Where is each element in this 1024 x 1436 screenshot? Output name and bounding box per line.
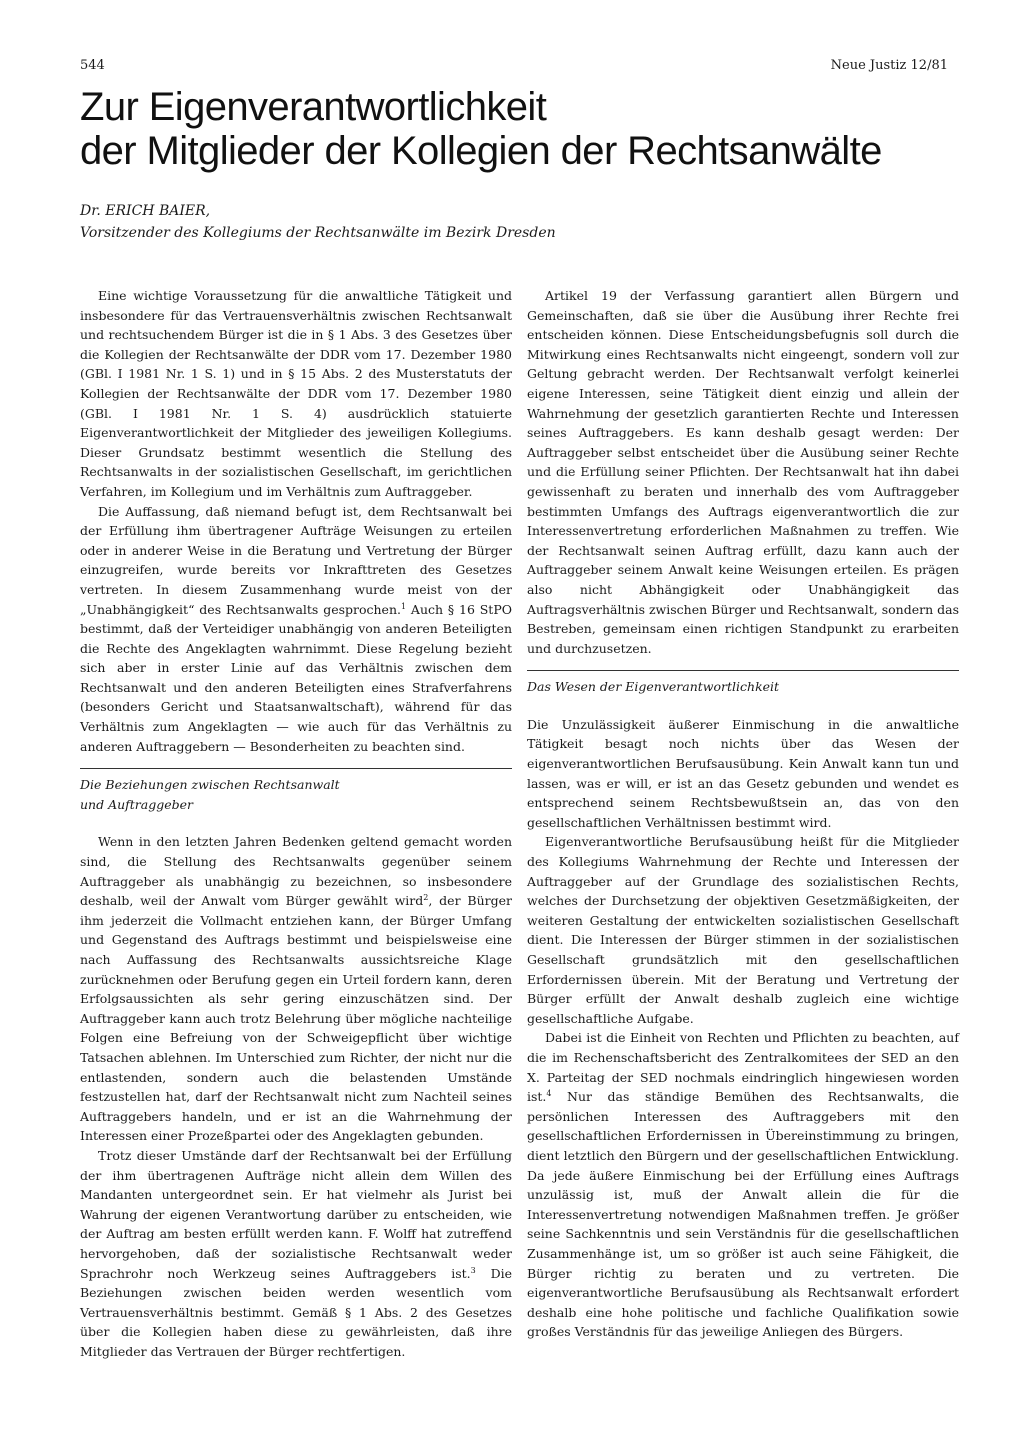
- footnote-ref: 4: [546, 1089, 552, 1098]
- paragraph-text: Die Beziehungen zwischen beiden werden wesentlich vom Vertrauensverhältnis bestimmt. Gemäß § 1 Abs. 2 des Gesetzes über die Kollegien haben diese zu gewährleisten, daß ihre Mitglieder das Vertrauen der Bürger rechtfertigen.: [80, 1265, 512, 1359]
- title-line-1: Zur Eigenverantwortlichkeit: [80, 85, 547, 129]
- paragraph-text: Trotz dieser Umstände darf der Rechtsanwalt bei der Erfüllung der ihm übertragenen Aufträge nicht allein dem Willen des Mandanten untergeordnet sein. Er hat vielmehr als Jurist bei Wahrung der eigenen Verantwortung darüber zu entscheiden, wie der Auftrag am besten erfüllt werden kann. F. Wolff hat zutreffend hervorgehoben, daß der sozialistische Rechtsanwalt weder Sprachrohr noch Werkzeug seines Auftraggebers ist.: [80, 1147, 512, 1281]
- page-number: 544: [80, 58, 105, 73]
- section-divider: [80, 768, 512, 769]
- section-heading-line: Die Beziehungen zwischen Rechtsanwalt: [80, 777, 340, 793]
- paragraph: Artikel 19 der Verfassung garantiert allen Bürgern und Gemeinschaften, daß sie über die Ausübung ihrer Rechte frei entscheiden können. Diese Entscheidungsbefugnis soll durch die Mitwirkung eines Rechtsanwalts nicht eingeengt, sondern voll zur Geltung gebracht werden. Der Rechtsanwalt verfolgt keinerlei eigene Interessen, seine Tätigkeit dient einzig und allein der Wahrnehmung der gesetzlich garantierten Rechte und Interessen seines Auftraggebers. Es kann deshalb gesagt werden: Der Auftraggeber selbst entscheidet über die Ausübung seiner Rechte und die Erfüllung seiner Pflichten. Der Rechtsanwalt hat ihn dabei gewissenhaft zu beraten und innerhalb des vom Auftraggeber bestimmten Umfangs des Auftrags eigenverantwortlich die zur Interessenvertretung erforderlichen Maßnahmen zu treffen. Wie der Rechtsanwalt seinen Auftrag erfüllt, dazu kann auch der Auftraggeber seinem Anwalt keine Weisungen erteilen. Es prägen also nicht Abhängigkeit oder Unabhängigkeit das Auftragsverhältnis zwischen Bürger und Rechtsanwalt, sondern das Bestreben, gemeinsam einen richtigen Standpunkt zu erarbeiten und durchzusetzen.: [527, 288, 959, 656]
- paragraph-text: Auch § 16 StPO bestimmt, daß der Verteidiger unabhängig von anderen Beteiligten die Rechte des Angeklagten wahrnimmt. Diese Regelung bezieht sich aber in erster Linie auf das Verhältnis zwischen dem Rechtsanwalt und den anderen Beteiligten eines Strafverfahrens (besonders Gericht und Staatsanwaltschaft), während für das Verhältnis zum Angeklagten — wie auch für das Verhältnis zu anderen Auftraggebern — Besonderheiten zu beachten sind.: [80, 601, 512, 754]
- section-divider: [527, 670, 959, 671]
- left-column: [80, 286, 512, 1361]
- paragraph-text: Die Auffassung, daß niemand befugt ist, dem Rechtsanwalt bei der Erfüllung ihm übertragener Aufträge Weisungen zu erteilen oder in anderer Weise in die Beratung und Vertretung der Bürger einzugreifen, wurde bereits vor Inkrafttreten des Gesetzes vertreten. In diesem Zusammenhang wurde meist von der „Unabhängigkeit“ des Rechtsanwalts gesprochen.: [80, 503, 512, 617]
- article-title: [80, 85, 960, 173]
- section-heading: [80, 775, 512, 814]
- section-heading: Das Wesen der Eigenverantwortlichkeit: [527, 679, 780, 695]
- right-column: [527, 286, 959, 1342]
- author-block: [80, 200, 556, 244]
- author-name: Dr. ERICH BAIER,: [80, 203, 211, 219]
- paragraph-text: Dabei ist die Einheit von Rechten und Pflichten zu beachten, auf die im Rechenschaftsbericht des Zentralkomitees der SED an den X. Parteitag der SED nochmals eindringlich hingewiesen worden ist.: [527, 1030, 959, 1105]
- paragraph-text: , der Bürger ihm jederzeit die Vollmacht entziehen kann, der Bürger Umfang und Gegenstand des Auftrags bestimmt und beispielsweise eine nach Auffassung des Rechtsanwalts aussichtsreiche Klage zurücknehmen oder Berufung gegen ein Urteil fordern kann, deren Erfolgsaussichten als sehr gering einzuschätzen sind. Der Auftraggeber kann auch trotz Belehrung über mögliche nachteilige Folgen eine Befreiung von der Schweigepflicht über wichtige Tatsachen ablehnen. Im Unterschied zum Richter, der nicht nur die entlastenden, sondern auch die belastenden Umstände festzustellen hat, darf der Rechtsanwalt nicht zum Nachteil seines Auftraggebers handeln, und er ist an die Wahrnehmung der Interessen einer Prozeßpartei oder des Angeklagten gebunden.: [80, 893, 512, 1144]
- title-line-2: der Mitglieder der Kollegien der Rechtsanwälte: [80, 129, 882, 173]
- paragraph: Eine wichtige Voraussetzung für die anwaltliche Tätigkeit und insbesondere für das Vertrauensverhältnis zwischen Rechtsanwalt und rechtsuchendem Bürger ist die in § 1 Abs. 3 des Gesetzes über die Kollegien der Rechtsanwälte der DDR vom 17. Dezember 1980 (GBl. I 1981 Nr. 1 S. 1) und in § 15 Abs. 2 des Musterstatuts der Kollegien der Rechtsanwälte der DDR vom 17. Dezember 1980 (GBl. I 1981 Nr. 1 S. 4) ausdrücklich statuierte Eigenverantwortlichkeit der Mitglieder des jeweiligen Kollegiums. Dieser Grundsatz bestimmt wesentlich die Stellung des Rechtsanwalts in der sozialistischen Gesellschaft, im gerichtlichen Verfahren, im Kollegium und im Verhältnis zum Auftraggeber.: [80, 288, 512, 499]
- footnote-ref: 3: [470, 1265, 476, 1275]
- paragraph: Eigenverantwortliche Berufsausübung heißt für die Mitglieder des Kollegiums Wahrnehmung der Rechte und Interessen der Auftraggeber auf der Grundlage des sozialistischen Rechts, welches der Durchsetzung der objektiven Gesetzmäßigkeiten, der weiteren Gestaltung der entwickelten sozialistischen Gesellschaft dient. Die Interessen der Bürger stimmen in der sozialistischen Gesellschaft grundsätzlich mit den gesellschaftlichen Erfordernissen überein. Mit der Beratung und Vertretung der Bürger erfüllt der Anwalt deshalb zugleich eine wichtige gesellschaftliche Aufgabe.: [527, 834, 959, 1026]
- paragraph: [80, 1146, 512, 1362]
- paragraph: Die Unzulässigkeit äußerer Einmischung in die anwaltliche Tätigkeit besagt noch nichts über das Wesen der eigenverantwortlichen Berufsausübung. Kein Anwalt kann tun und lassen, was er will, er ist an das Gesetz gebunden und wendet es entsprechend seinem Rechtsbewußtsein an, das von den gesellschaftlichen Verhältnissen bestimmt wird.: [527, 716, 959, 830]
- journal-issue: Neue Justiz 12/81: [830, 58, 948, 73]
- paragraph: [80, 832, 512, 1146]
- paragraph: [80, 502, 512, 757]
- paragraph-text: Wenn in den letzten Jahren Bedenken geltend gemacht worden sind, die Stellung des Rechtsanwalts gegenüber seinem Auftraggeber als unabhängig zu bezeichnen, so insbesondere deshalb, weil der Anwalt vom Bürger gewählt wird: [80, 834, 512, 909]
- author-role: Vorsitzender des Kollegiums der Rechtsanwälte im Bezirk Dresden: [80, 225, 556, 241]
- footnote-ref: 1: [400, 601, 407, 611]
- section-heading-line: und Auftraggeber: [80, 796, 194, 812]
- footnote-ref: 2: [423, 893, 429, 903]
- paragraph-text: Nur das ständige Bemühen des Rechtsanwalts, die persönlichen Interessen des Auftraggebers mit den gesellschaftlichen Erfordernissen in Übereinstimmung zu bringen, dient letztlich den Bürgern und der gesellschaftlichen Entwicklung. Da jede äußere Einmischung bei der Erfüllung eines Auftrags unzulässig ist, muß der Anwalt allein die für die Interessenvertretung notwendigen Maßnahmen treffen. Je größer seine Sachkenntnis und sein Verständnis für die gesellschaftlichen Zusammenhänge ist, um so größer ist auch seine Fähigkeit, die Bürger richtig zu beraten und zu vertreten. Die eigenverantwortliche Berufsausübung als Rechtsanwalt erfordert deshalb eine hohe politische und fachliche Qualifikation sowie großes Verständnis für das jeweilige Anliegen des Bürgers.: [527, 1089, 959, 1340]
- paragraph: [527, 1028, 959, 1342]
